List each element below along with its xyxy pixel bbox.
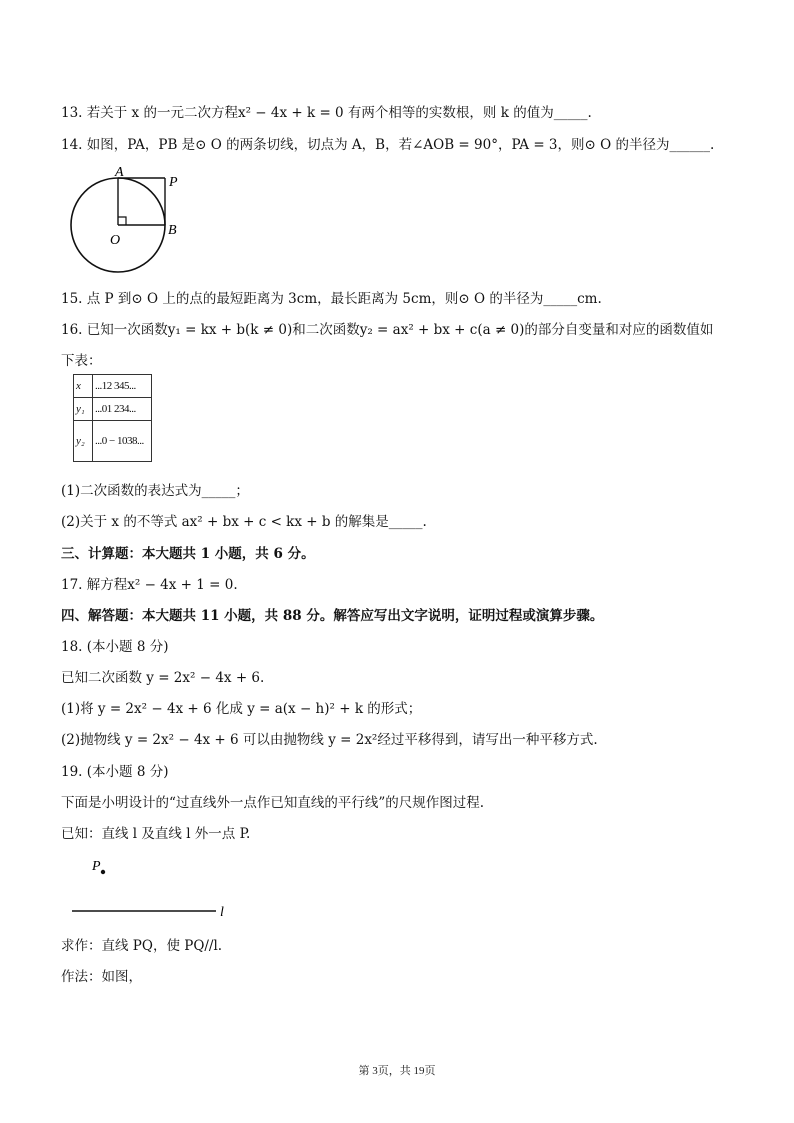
- section-3-heading: 三、计算题：本大题共 1 小题，共 6 分。: [61, 546, 315, 562]
- question-16-part2: (2)关于 x 的不等式 ax² + bx + c < kx + b 的解集是_____.: [61, 514, 427, 530]
- section-4-heading: 四、解答题：本大题共 11 小题，共 88 分。解答应写出文字说明，证明过程或演算步骤。: [61, 608, 604, 624]
- table-row: [74, 421, 152, 462]
- question-15: 15. 点 P 到⊙ O 上的点的最短距离为 3cm，最长距离为 5cm，则⊙ O 的半径为_____cm.: [61, 291, 602, 307]
- question-18: 18. (本小题 8 分): [61, 639, 169, 655]
- question-19-task: 求作：直线 PQ，使 PQ//l.: [61, 938, 223, 954]
- table-header: y₁: [74, 398, 93, 421]
- question-18-part1: (1)将 y = 2x² − 4x + 6 化成 y = a(x − h)² + k 的形式；: [61, 701, 422, 717]
- page-footer: 第 3页，共 19页: [358, 1065, 436, 1077]
- question-19: 19. (本小题 8 分): [61, 764, 169, 780]
- question-16-part1: (1)二次函数的表达式为_____；: [61, 483, 249, 499]
- question-16-line2: 下表：: [61, 353, 102, 369]
- question-17: 17. 解方程x² − 4x + 1 = 0.: [61, 577, 238, 593]
- question-16-line1: 16. 已知一次函数y₁ = kx + b(k ≠ 0)和二次函数y₂ = ax² + bx + c(a ≠ 0)的部分自变量和对应的函数值如: [61, 322, 714, 338]
- table-header: y₂: [74, 421, 93, 462]
- label-o: O: [110, 233, 121, 248]
- table-cell: ...01 234...: [93, 398, 152, 421]
- question-18-part2: (2)抛物线 y = 2x² − 4x + 6 可以由抛物线 y = 2x²经过平移得到，请写出一种平移方式.: [61, 732, 598, 748]
- table-header: x: [74, 375, 93, 398]
- question-19-method: 作法：如图，: [61, 969, 142, 985]
- label-l: l: [220, 905, 224, 920]
- table-cell: ...0 − 1038...: [93, 421, 152, 462]
- table-cell: ...12 345...: [93, 375, 152, 398]
- figure-circle-tangents: [60, 164, 200, 284]
- question-19-intro: 下面是小明设计的“过直线外一点作已知直线的平行线”的尺规作图过程.: [61, 795, 485, 811]
- question-14: 14. 如图，PA，PB 是⊙ O 的两条切线，切点为 A，B，若∠AOB = 90°，PA = 3，则⊙ O 的半径为______.: [61, 137, 715, 153]
- point-p: [101, 870, 105, 874]
- question-18-stem: 已知二次函数 y = 2x² − 4x + 6.: [61, 670, 265, 686]
- label-p: P: [169, 175, 178, 190]
- value-table: [73, 374, 152, 462]
- right-angle-mark: [118, 217, 126, 225]
- table-row: [74, 375, 152, 398]
- table-row: [74, 398, 152, 421]
- question-19-given: 已知：直线 l 及直线 l 外一点 P.: [61, 826, 251, 842]
- question-13: 13. 若关于 x 的一元二次方程x² − 4x + k = 0 有两个相等的实数根，则 k 的值为_____.: [61, 105, 592, 121]
- label-b: B: [168, 223, 177, 238]
- label-p: P: [92, 859, 101, 874]
- figure-point-and-line: [70, 850, 240, 925]
- label-a: A: [115, 165, 124, 180]
